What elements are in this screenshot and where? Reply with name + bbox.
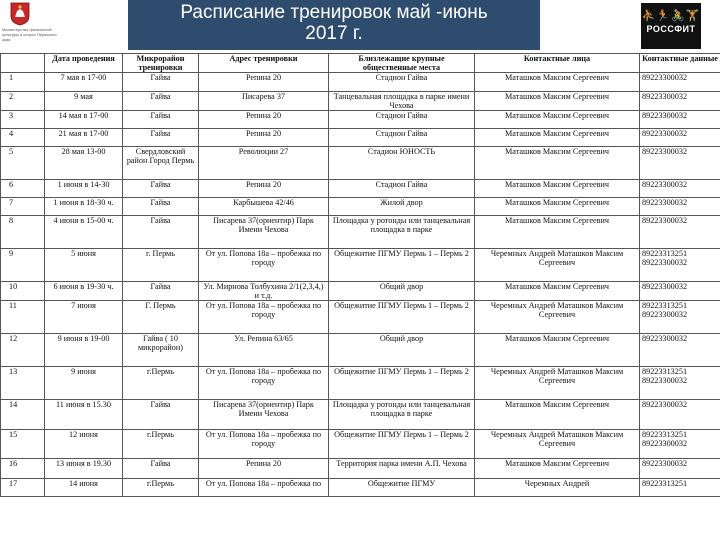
row-contact: Маташков Максим Сергеевич: [475, 92, 640, 111]
row-number: 16: [1, 459, 45, 479]
row-phone: 89223300032: [640, 147, 720, 180]
row-phone: 89223300032: [640, 282, 720, 301]
row-number: 1: [1, 73, 45, 92]
table-row: [1, 459, 720, 479]
row-address: От ул. Попова 18а – пробежка по городу: [199, 367, 329, 400]
row-date: 14 июня: [45, 479, 123, 497]
header-cell-number: [1, 54, 45, 73]
row-date: 9 июня: [45, 367, 123, 400]
row-address: Карбышева 42/46: [199, 198, 329, 216]
coat-of-arms-icon: [10, 2, 30, 26]
row-area: г.Пермь: [123, 479, 199, 497]
row-phone: 89223300032: [640, 180, 720, 198]
row-place: Общежитие ПГМУ Пермь 1 – Пермь 2: [329, 249, 475, 282]
row-place: Жилой двор: [329, 198, 475, 216]
row-contact: Маташков Максим Сергеевич: [475, 111, 640, 129]
row-address: От ул. Попова 18а – пробежка по: [199, 479, 329, 497]
row-area: Свердловский район Город Пермь: [123, 147, 199, 180]
row-number: 8: [1, 216, 45, 249]
title-line-1: Расписание тренировок май -июнь: [180, 2, 488, 23]
row-place: Общий двор: [329, 334, 475, 367]
row-date: 6 июня в 19-30 ч.: [45, 282, 123, 301]
row-area: Гайва: [123, 400, 199, 430]
row-number: 6: [1, 180, 45, 198]
row-place: Общежитие ПГМУ Пермь 1 – Пермь 2: [329, 367, 475, 400]
row-address: Репина 20: [199, 111, 329, 129]
row-number: 4: [1, 129, 45, 147]
table-row: [1, 400, 720, 430]
row-place: Общежитие ПГМУ: [329, 479, 475, 497]
row-date: 14 мая в 17-00: [45, 111, 123, 129]
row-phone: 89223300032: [640, 111, 720, 129]
row-place: Площадка у ротонды или танцевальная площадка в парке: [329, 216, 475, 249]
row-address: От ул. Попова 18а – пробежка по городу: [199, 430, 329, 459]
header-cell-places: Близлежащие крупные общественные места: [329, 54, 475, 73]
table-row: [1, 129, 720, 147]
row-contact: Черемных Андрей Маташков Максим Сергеевич: [475, 301, 640, 334]
athletes-icon: ⛹🏃🚴🏋: [641, 10, 701, 22]
table-row: [1, 479, 720, 497]
left-logo: [2, 2, 62, 52]
row-address: Писарева 37(ориентир) Парк Имени Чехова: [199, 400, 329, 430]
row-date: 13 июня в 19.30: [45, 459, 123, 479]
row-address: Ул. Мирнова Толбухина 2/1(2,3,4,) и т.д.: [199, 282, 329, 301]
row-date: 28 мая 13-00: [45, 147, 123, 180]
row-area: г.Пермь: [123, 430, 199, 459]
row-address: Репина 20: [199, 459, 329, 479]
row-address: Писарева 37: [199, 92, 329, 111]
row-place: Общежитие ПГМУ Пермь 1 – Пермь 2: [329, 430, 475, 459]
row-place: Стадион Гайва: [329, 180, 475, 198]
row-number: 15: [1, 430, 45, 459]
row-place: Стадион Гайва: [329, 129, 475, 147]
header-cell-phone: Контактные данные: [640, 54, 720, 73]
row-date: 9 мая: [45, 92, 123, 111]
row-area: Гайва: [123, 111, 199, 129]
schedule-table: [0, 53, 720, 497]
row-date: 12 июня: [45, 430, 123, 459]
row-phone: 89223300032: [640, 459, 720, 479]
row-place: Территория парка имени А.П. Чехова: [329, 459, 475, 479]
row-area: Гайва: [123, 198, 199, 216]
row-phone: 89223300032: [640, 73, 720, 92]
row-phone: 89223300032: [640, 129, 720, 147]
row-contact: Маташков Максим Сергеевич: [475, 216, 640, 249]
row-number: 17: [1, 479, 45, 497]
row-area: Гайва: [123, 216, 199, 249]
row-contact: Черемных Андрей Маташков Максим Сергеевич: [475, 430, 640, 459]
row-date: 4 июня в 15-00 ч.: [45, 216, 123, 249]
table-row: [1, 249, 720, 282]
row-area: г.Пермь: [123, 367, 199, 400]
header-cell-date: Дата проведения: [45, 54, 123, 73]
row-address: Репина 20: [199, 129, 329, 147]
row-contact: Черемных Андрей: [475, 479, 640, 497]
row-place: Танцевальная площадка в парке имени Чехова: [329, 92, 475, 111]
row-address: От ул. Попова 18а – пробежка по городу: [199, 249, 329, 282]
row-address: Ул. Репина 63/65: [199, 334, 329, 367]
row-date: 7 мая в 17-00: [45, 73, 123, 92]
row-phone: 89223313251 89223300032: [640, 301, 720, 334]
table-row: [1, 198, 720, 216]
row-contact: Маташков Максим Сергеевич: [475, 334, 640, 367]
table-row: [1, 147, 720, 180]
row-number: 9: [1, 249, 45, 282]
left-logo-caption: Министерство физической культуры и спорта Пермского края: [2, 27, 57, 42]
row-contact: Черемных Андрей Маташков Максим Сергеевич: [475, 367, 640, 400]
table-row: [1, 301, 720, 334]
row-area: Гайва: [123, 459, 199, 479]
header-cell-address: Адрес тренировки: [199, 54, 329, 73]
table-row: [1, 282, 720, 301]
row-phone: 89223300032: [640, 334, 720, 367]
row-area: Гайва: [123, 282, 199, 301]
row-contact: Черемных Андрей Маташков Максим Сергеевич: [475, 249, 640, 282]
row-date: 9 июня в 19-00: [45, 334, 123, 367]
row-contact: Маташков Максим Сергеевич: [475, 147, 640, 180]
row-date: 7 июня: [45, 301, 123, 334]
row-area: Гайва ( 10 микрорайон): [123, 334, 199, 367]
row-place: Общежитие ПГМУ Пермь 1 – Пермь 2: [329, 301, 475, 334]
row-contact: Маташков Максим Сергеевич: [475, 459, 640, 479]
table-row: [1, 180, 720, 198]
row-phone: 89223300032: [640, 92, 720, 111]
row-number: 5: [1, 147, 45, 180]
row-number: 3: [1, 111, 45, 129]
row-contact: Маташков Максим Сергеевич: [475, 73, 640, 92]
row-phone: 89223313251: [640, 479, 720, 497]
row-date: 1 июня в 14-30: [45, 180, 123, 198]
table-row: [1, 92, 720, 111]
row-date: 11 июня в 15.30: [45, 400, 123, 430]
row-address: От ул. Попова 18а – пробежка по городу: [199, 301, 329, 334]
row-phone: 89223313251 89223300032: [640, 249, 720, 282]
row-address: Революции 27: [199, 147, 329, 180]
table-row: [1, 430, 720, 459]
row-area: Гайва: [123, 129, 199, 147]
row-place: Стадион Гайва: [329, 73, 475, 92]
row-contact: Маташков Максим Сергеевич: [475, 282, 640, 301]
table-row: [1, 216, 720, 249]
row-area: Г. Пермь: [123, 301, 199, 334]
table-row: [1, 111, 720, 129]
table-header-row: [1, 54, 720, 73]
table-row: [1, 334, 720, 367]
row-date: 1 июня в 18-30 ч.: [45, 198, 123, 216]
row-address: Репина 20: [199, 180, 329, 198]
row-place: Стадион ЮНОСТЬ: [329, 147, 475, 180]
rossfit-logo: [641, 3, 701, 49]
rossfit-brand: РОССФИТ: [646, 24, 696, 34]
row-date: 21 мая в 17-00: [45, 129, 123, 147]
row-area: г. Пермь: [123, 249, 199, 282]
header-cell-contacts: Контактные лица: [475, 54, 640, 73]
row-address: Репина 20: [199, 73, 329, 92]
row-area: Гайва: [123, 92, 199, 111]
header-cell-area: Микрорайон тренировки: [123, 54, 199, 73]
table-row: [1, 367, 720, 400]
row-number: 2: [1, 92, 45, 111]
row-number: 11: [1, 301, 45, 334]
row-contact: Маташков Максим Сергеевич: [475, 198, 640, 216]
title-line-2: 2017 г.: [305, 23, 363, 44]
row-contact: Маташков Максим Сергеевич: [475, 129, 640, 147]
row-phone: 89223313251 89223300032: [640, 430, 720, 459]
row-phone: 89223300032: [640, 198, 720, 216]
row-phone: 89223300032: [640, 216, 720, 249]
row-number: 13: [1, 367, 45, 400]
row-number: 10: [1, 282, 45, 301]
row-place: Общий двор: [329, 282, 475, 301]
row-number: 14: [1, 400, 45, 430]
row-area: Гайва: [123, 73, 199, 92]
table-row: [1, 73, 720, 92]
row-date: 5 июня: [45, 249, 123, 282]
row-place: Площадка у ротонды или танцевальная площадка в парке: [329, 400, 475, 430]
row-phone: 89223313251 89223300032: [640, 367, 720, 400]
row-address: Писарева 37(ориентир) Парк Имени Чехова: [199, 216, 329, 249]
row-contact: Маташков Максим Сергеевич: [475, 400, 640, 430]
page-title: [128, 0, 540, 50]
row-number: 7: [1, 198, 45, 216]
row-contact: Маташков Максим Сергеевич: [475, 180, 640, 198]
row-number: 12: [1, 334, 45, 367]
row-area: Гайва: [123, 180, 199, 198]
row-place: Стадион Гайва: [329, 111, 475, 129]
row-phone: 89223300032: [640, 400, 720, 430]
